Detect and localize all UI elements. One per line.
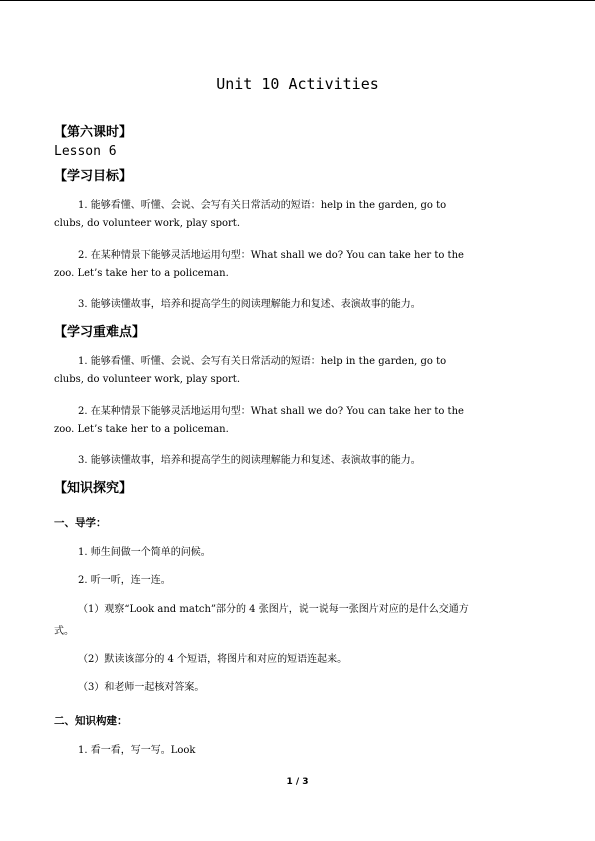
- exploration-heading: 【知识探究】: [54, 481, 133, 496]
- key-point-2-line-2: zoo. Let’s take her to a policeman.: [54, 424, 229, 435]
- key-points-heading: 【学习重难点】: [54, 325, 146, 340]
- guide-substep-1-line-1: （1）观察“Look and match”部分的 4 张图片，说一说每一张图片对应的是什么交通方: [78, 604, 469, 615]
- page-number: 1 / 3: [286, 777, 309, 787]
- lesson-name: Lesson 6: [54, 144, 117, 159]
- key-point-1-line-1: 1. 能够看懂、听懂、会说、会写有关日常活动的短语：help in the garden, go to: [78, 356, 447, 367]
- objectives-heading: 【学习目标】: [54, 169, 133, 184]
- part-1-title: 一、导学：: [54, 517, 107, 529]
- guide-step-2: 2. 听一听，连一连。: [78, 575, 171, 586]
- guide-step-1: 1. 师生间做一个简单的问候。: [78, 547, 211, 558]
- lesson-header: 【第六课时】: [54, 125, 133, 140]
- top-border-line: [0, 0, 595, 1]
- objective-1-line-1: 1. 能够看懂、听懂、会说、会写有关日常活动的短语：help in the garden, go to: [78, 200, 447, 211]
- objective-3: 3. 能够读懂故事，培养和提高学生的阅读理解能力和复述、表演故事的能力。: [78, 299, 421, 310]
- objective-1-line-2: clubs, do volunteer work, play sport.: [54, 218, 240, 229]
- part-2-title: 二、知识构建：: [54, 715, 128, 727]
- build-step-1: 1. 看一看，写一写。Look: [78, 745, 196, 756]
- document-title: Unit 10 Activities: [216, 75, 379, 93]
- guide-substep-3: （3）和老师一起核对答案。: [78, 682, 205, 693]
- guide-substep-1-line-2: 式。: [54, 626, 74, 637]
- key-point-2-line-1: 2. 在某种情景下能够灵活地运用句型：What shall we do? You can take her to the: [78, 406, 464, 417]
- objective-2-line-1: 2. 在某种情景下能够灵活地运用句型：What shall we do? You can take her to the: [78, 250, 464, 261]
- guide-substep-2: （2）默读该部分的 4 个短语，将图片和对应的短语连起来。: [78, 654, 348, 665]
- objective-2-line-2: zoo. Let’s take her to a policeman.: [54, 268, 229, 279]
- key-point-3: 3. 能够读懂故事，培养和提高学生的阅读理解能力和复述、表演故事的能力。: [78, 455, 421, 466]
- key-point-1-line-2: clubs, do volunteer work, play sport.: [54, 374, 240, 385]
